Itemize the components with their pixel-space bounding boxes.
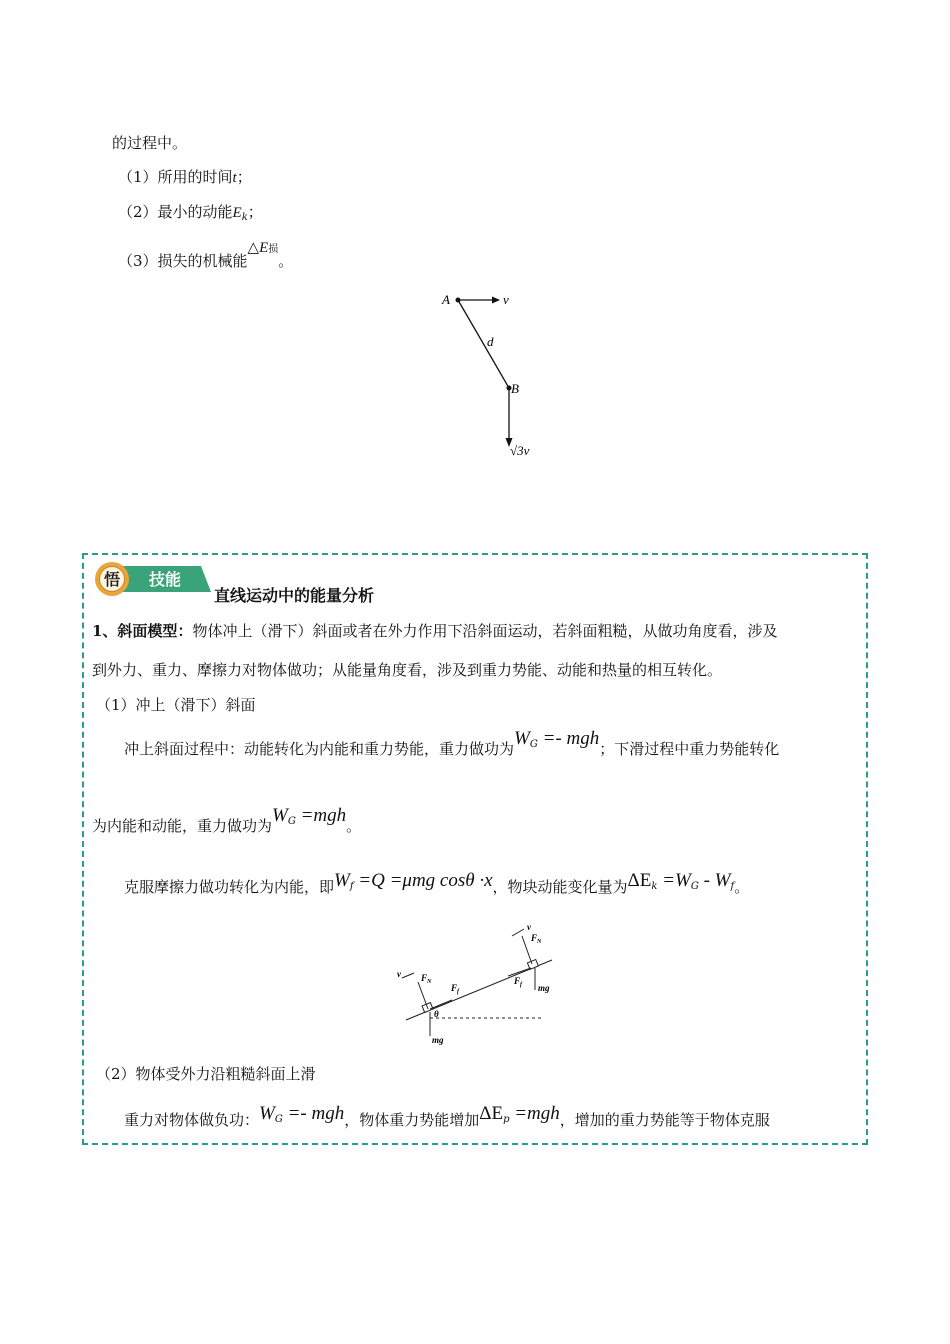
svg-text:v: v: [397, 969, 401, 979]
svg-text:FN: $F_N$: [421, 973, 432, 985]
formula-wf: $W_f =Q =\mu mg$ cosθ ·x: [334, 870, 493, 892]
incline-diagram: [390, 918, 560, 1048]
label-d: d: [487, 334, 494, 349]
label-sqrt3v: √3v: [510, 443, 530, 458]
block-right: [527, 959, 538, 969]
question-2: （2）最小的动能$E_k$；: [118, 203, 263, 223]
svg-text:mg: mg: [538, 983, 550, 993]
paragraph-3: 为内能和动能，重力做功为$W_G =mgh$。: [92, 805, 362, 835]
formula-wg-pos: $W_G =mgh$: [272, 805, 347, 827]
paragraph-4: 克服摩擦力做功转化为内能，即$W_f =Q =\mu mg$ cosθ ·x，物块动能变化量为$\Delta E_k =W_G - W_f$。: [124, 870, 750, 896]
friction-left: [430, 1000, 452, 1009]
paragraph-1-line-2: 到外力、重力、摩擦力对物体做功；从能量角度看，涉及到重力势能、动能和热量的相互转化。: [92, 661, 723, 679]
label-a: A: [442, 292, 450, 307]
svg-text:Ff: $F_f$: [514, 976, 523, 988]
question-3: （3）损失的机械能△E损。: [118, 240, 294, 270]
normal-force-left: [418, 982, 428, 1009]
velocity-right: [512, 929, 524, 936]
subheading-1: （1）冲上（滑下）斜面: [96, 696, 256, 714]
formula-wg-neg-2: $W_G$ =- mgh: [259, 1103, 345, 1125]
svg-text:v: v: [527, 922, 531, 932]
svg-text:Ff: $F_f$: [451, 983, 460, 995]
friction-right: [508, 968, 531, 976]
paragraph-2: 冲上斜面过程中：动能转化为内能和重力势能，重力做功为$W_G$ =- mgh；下滑过程中重力势能转化: [124, 728, 780, 758]
formula-wg-neg: $W_G$ =- mgh: [514, 728, 600, 750]
svg-text:mg: mg: [432, 1035, 444, 1045]
label-v: v: [503, 292, 509, 307]
paragraph-1-line-1: 1、斜面模型：物体冲上（滑下）斜面或者在外力作用下沿斜面运动，若斜面粗糙，从做功角度看，涉及: [92, 622, 778, 640]
skill-section-frame: [82, 553, 868, 1145]
skill-badge: [93, 560, 213, 602]
svg-text:FN: $F_N$: [531, 933, 542, 945]
question-1: （1）所用的时间t；: [118, 168, 252, 186]
arrowhead: [492, 297, 500, 304]
path-line: [458, 300, 509, 388]
text-line: 的过程中。: [112, 134, 188, 152]
motion-diagram: [430, 285, 550, 465]
paragraph-5: 重力对物体做负功：$W_G$ =- mgh，物体重力势能增加$\Delta E_p =mgh$，增加的重力势能等于物体克服: [124, 1103, 770, 1129]
label-b: B: [511, 381, 519, 396]
badge-text: 技能: [148, 570, 182, 589]
velocity-left: [402, 973, 414, 978]
formula-delta-ek: $\Delta E_k =W_G - W_f$: [627, 870, 735, 892]
subheading-2: （2）物体受外力沿粗糙斜面上滑: [96, 1065, 316, 1083]
badge-char: 悟: [103, 570, 121, 589]
svg-text:θ: θ: [434, 1009, 439, 1019]
badge-graphic: [93, 560, 213, 598]
formula-delta-ep: $\Delta E_p =mgh$: [479, 1103, 560, 1125]
section-title: 直线运动中的能量分析: [214, 586, 375, 605]
